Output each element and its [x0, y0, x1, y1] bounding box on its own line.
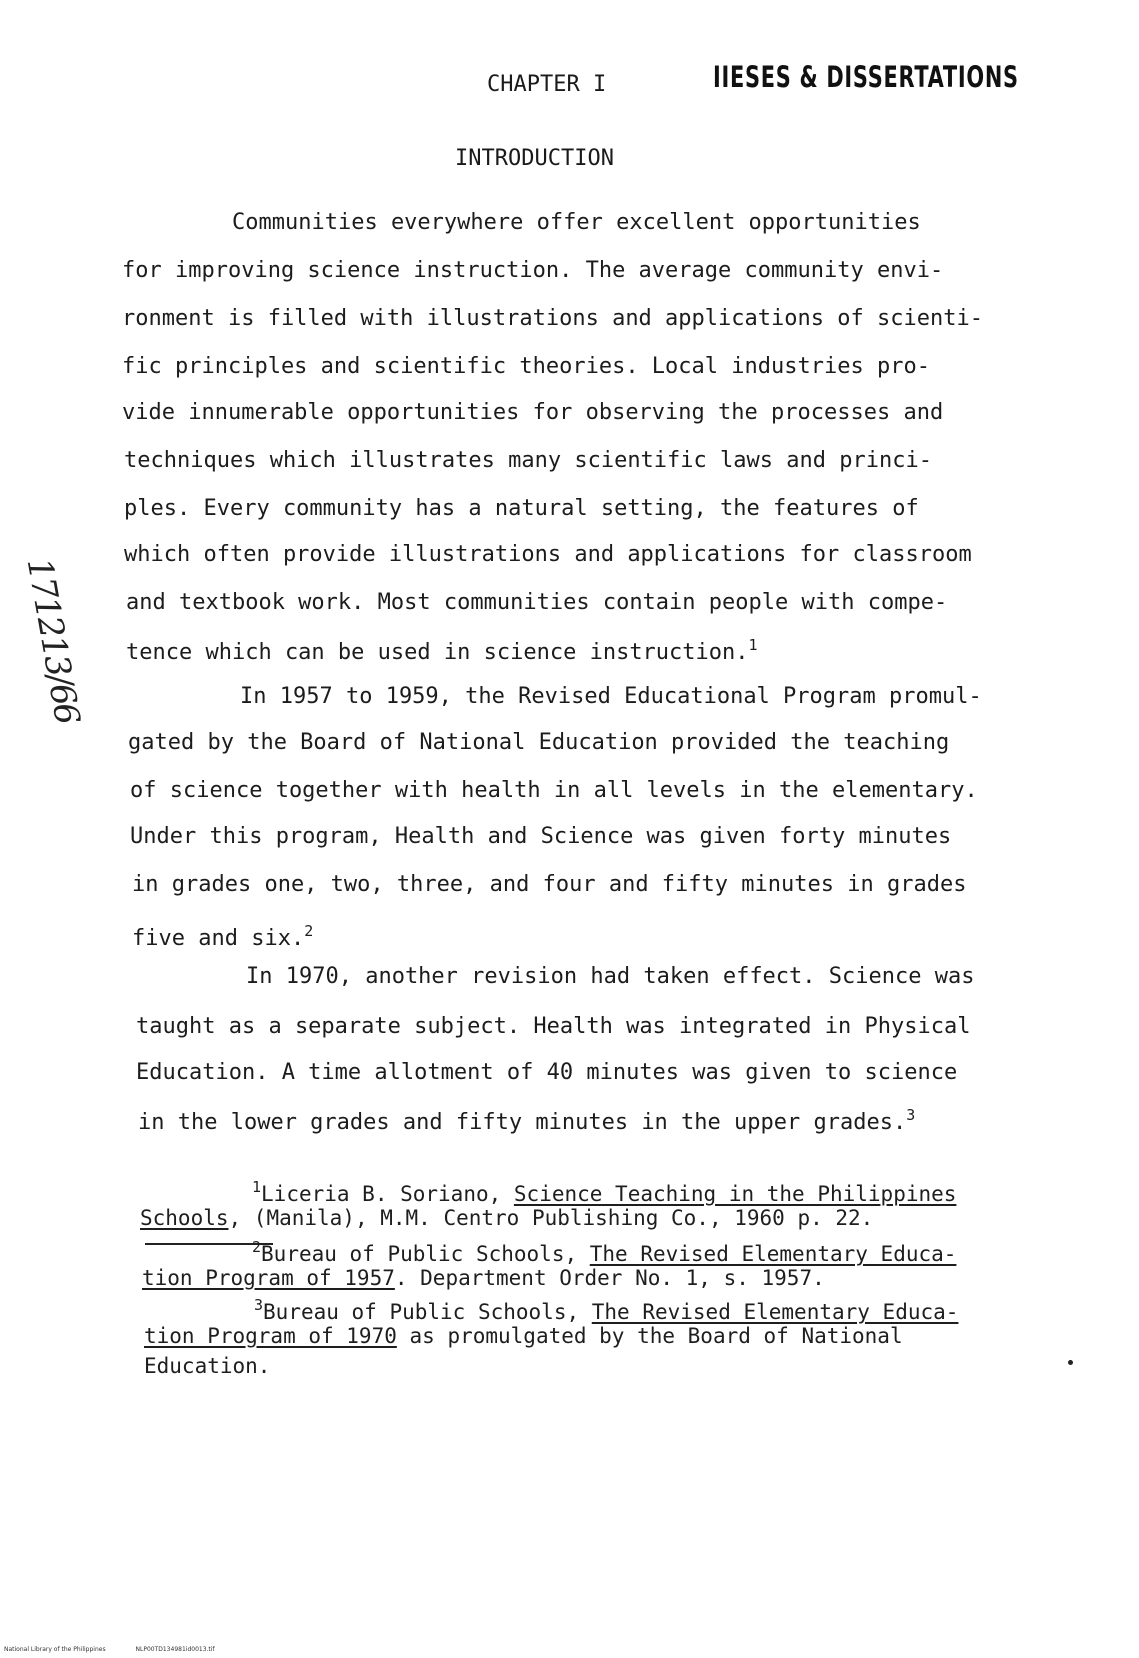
text-line: Under this program, Health and Science was given forty minutes — [130, 824, 952, 849]
text-line: ples. Every community has a natural setting, the features of — [124, 496, 919, 521]
text-span: in the lower grades and fifty minutes in the upper grades. — [138, 1110, 907, 1135]
text-line: and textbook work. Most communities contain people with compe- — [126, 590, 948, 615]
footnote-ref-3: 3 — [906, 1106, 916, 1124]
footnote-2-line — [252, 1238, 956, 1266]
text-line: techniques which illustrates many scientific laws and princi- — [124, 448, 932, 473]
footnote-3-line-3: Education. — [144, 1354, 271, 1378]
text-line: vide innumerable opportunities for observing the processes and — [122, 400, 944, 425]
text-line — [126, 636, 758, 665]
section-title: INTRODUCTION — [455, 146, 614, 171]
handwritten-accession-number: 171213/66 — [18, 555, 87, 726]
footnote-text: , (Manila), M.M. Centro Publishing Co., 1960 p. 22. — [228, 1206, 874, 1230]
text-line: taught as a separate subject. Health was integrated in Physical — [136, 1014, 971, 1039]
footnote-2-line-2 — [142, 1266, 825, 1290]
text-line — [132, 922, 313, 951]
footnote-text: Bureau of Public Schools, — [263, 1300, 592, 1324]
text-line: ronment is filled with illustrations and applications of scienti- — [122, 306, 983, 331]
text-line: gated by the Board of National Education provided the teaching — [128, 730, 950, 755]
text-line: In 1970, another revision had taken effect. Science was — [246, 964, 975, 989]
text-line: of science together with health in all levels in the elementary. — [130, 778, 978, 803]
file-name: NLP00TD134981id0013.tif — [135, 1646, 215, 1653]
footnote-1-line — [252, 1178, 956, 1206]
library-name: National Library of the Philippines — [4, 1646, 106, 1653]
footnote-text: Bureau of Public Schools, — [261, 1242, 590, 1266]
footnote-text: as promulgated by the Board of National — [396, 1324, 903, 1348]
footnote-3-line-2 — [144, 1324, 903, 1348]
text-line: for improving science instruction. The average community envi- — [122, 258, 944, 283]
scan-speck — [1068, 1360, 1073, 1365]
footnote-number: 2 — [252, 1238, 262, 1256]
footnote-title: tion Program of 1957 — [142, 1266, 395, 1290]
text-line — [138, 1106, 915, 1135]
text-line: which often provide illustrations and applications for classroom — [124, 542, 972, 567]
text-span: five and six. — [132, 926, 305, 951]
text-line: Communities everywhere offer excellent opportunities — [232, 210, 921, 235]
footnote-ref-2: 2 — [304, 922, 314, 940]
footnote-title: Science Teaching in the Philippines — [513, 1182, 957, 1206]
footnote-3-line — [254, 1296, 958, 1324]
footnote-title: The Revised Elementary Educa- — [591, 1300, 959, 1324]
footnote-title: The Revised Elementary Educa- — [589, 1242, 957, 1266]
footnote-ref-1: 1 — [748, 636, 758, 654]
text-line: fic principles and scientific theories. Local industries pro- — [122, 354, 930, 379]
footnote-text: Liceria B. Soriano, — [261, 1182, 514, 1206]
footnote-title: tion Program of 1970 — [144, 1324, 397, 1348]
footnote-text: . Department Order No. 1, s. 1957. — [394, 1266, 825, 1290]
text-span: tence which can be used in science instruction. — [126, 640, 749, 665]
footnote-1-line-2 — [140, 1206, 873, 1230]
footnote-number: 1 — [252, 1178, 262, 1196]
chapter-heading: CHAPTER I — [487, 72, 607, 97]
footnote-title: Schools — [140, 1206, 229, 1230]
footnote-number: 3 — [254, 1296, 264, 1314]
text-line: In 1957 to 1959, the Revised Educational Program promul- — [240, 684, 982, 709]
text-line: in grades one, two, three, and four and fifty minutes in grades — [132, 872, 967, 897]
text-line: Education. A time allotment of 40 minutes was given to science — [136, 1060, 958, 1085]
scan-footer — [4, 1646, 243, 1653]
theses-stamp: IIESES & DISSERTATIONS — [713, 60, 1019, 94]
